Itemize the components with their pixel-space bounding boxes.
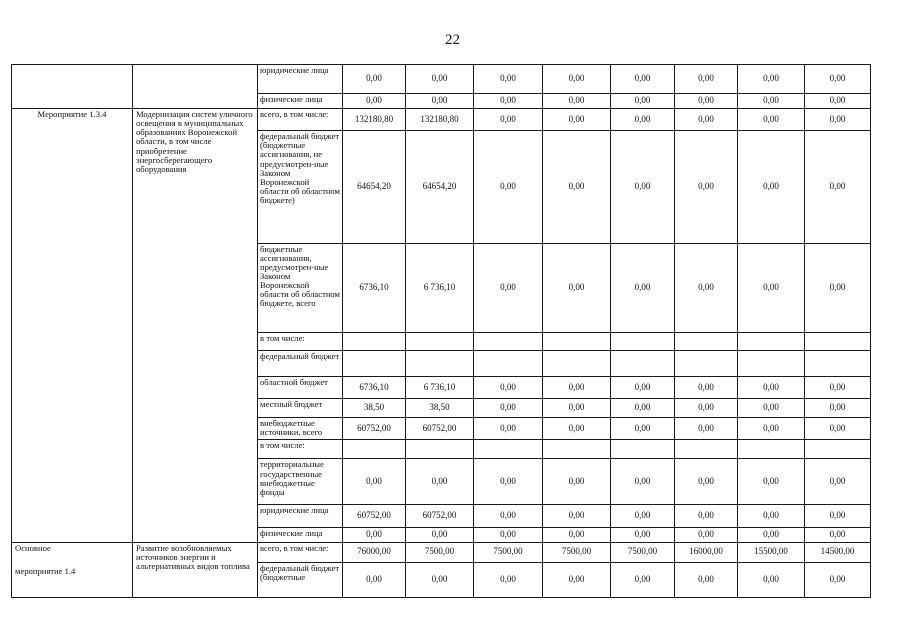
main-measure-code-line1: Основное <box>15 542 51 553</box>
value-cell-year-2: 0,00 <box>474 109 543 131</box>
value-cell-year-3 <box>543 440 611 459</box>
value-cell-year-7: 0,00 <box>805 65 871 94</box>
value-cell-year-2: 0,00 <box>474 459 543 504</box>
funding-source-label: в том числе: <box>258 332 343 350</box>
value-cell-year-1: 0,00 <box>406 94 474 109</box>
value-cell-year-4: 0,00 <box>611 377 675 399</box>
value-cell-year-3: 0,00 <box>543 94 611 109</box>
value-cell-year-1: 60752,00 <box>406 418 474 440</box>
value-cell-year-4: 0,00 <box>611 399 675 418</box>
value-cell-year-4 <box>611 440 675 459</box>
value-cell-total: 132180,80 <box>343 109 406 131</box>
value-cell-year-2: 0,00 <box>474 243 543 332</box>
value-cell-year-4: 0,00 <box>611 94 675 109</box>
value-cell-year-3: 0,00 <box>543 562 611 597</box>
value-cell-year-3: 0,00 <box>543 459 611 504</box>
value-cell-year-7 <box>805 332 871 350</box>
page-number: 22 <box>445 32 460 48</box>
value-cell-year-5: 0,00 <box>675 65 738 94</box>
value-cell-year-2: 0,00 <box>474 377 543 399</box>
value-cell-total: 0,00 <box>343 65 406 94</box>
value-cell-year-6: 0,00 <box>738 131 805 243</box>
value-cell-total: 76000,00 <box>343 542 406 562</box>
value-cell-year-4 <box>611 351 675 377</box>
value-cell-year-2 <box>474 440 543 459</box>
value-cell-total <box>343 440 406 459</box>
value-cell-year-5: 0,00 <box>675 243 738 332</box>
value-cell-year-2: 0,00 <box>474 562 543 597</box>
value-cell-year-6: 0,00 <box>738 94 805 109</box>
table-row-total-row <box>12 542 871 562</box>
value-cell-year-5: 0,00 <box>675 399 738 418</box>
value-cell-year-2: 0,00 <box>474 94 543 109</box>
main-measure-name-cell: Развитие возобновляемых источников энергии и альтернативных видов топлива <box>133 542 258 597</box>
value-cell-total: 6736,10 <box>343 377 406 399</box>
funding-source-label: всего, в том числе: <box>258 109 343 131</box>
value-cell-year-7: 0,00 <box>805 94 871 109</box>
value-cell-year-2: 0,00 <box>474 527 543 542</box>
value-cell-year-3 <box>543 351 611 377</box>
value-cell-year-5: 0,00 <box>675 459 738 504</box>
value-cell-year-2: 0,00 <box>474 418 543 440</box>
funding-source-label: территориальные государственные внебюджетные фонды <box>258 459 343 504</box>
value-cell-year-1: 60752,00 <box>406 504 474 527</box>
value-cell-year-5: 0,00 <box>675 377 738 399</box>
value-cell-year-7: 0,00 <box>805 243 871 332</box>
value-cell-year-3 <box>543 332 611 350</box>
value-cell-year-1: 6 736,10 <box>406 377 474 399</box>
value-cell-year-5: 0,00 <box>675 131 738 243</box>
value-cell-year-1: 64654,20 <box>406 131 474 243</box>
value-cell-year-7 <box>805 440 871 459</box>
funding-source-label: юридические лица <box>258 504 343 527</box>
code-cell-continued <box>12 65 133 109</box>
value-cell-year-6: 0,00 <box>738 65 805 94</box>
value-cell-total <box>343 351 406 377</box>
value-cell-year-7: 0,00 <box>805 418 871 440</box>
value-cell-year-4: 0,00 <box>611 65 675 94</box>
value-cell-year-7: 0,00 <box>805 459 871 504</box>
value-cell-year-1 <box>406 351 474 377</box>
main-measure-code-cell <box>12 542 133 597</box>
value-cell-year-7: 0,00 <box>805 562 871 597</box>
value-cell-year-3: 0,00 <box>543 377 611 399</box>
value-cell-year-4: 0,00 <box>611 243 675 332</box>
value-cell-year-5: 16000,00 <box>675 542 738 562</box>
value-cell-year-5: 0,00 <box>675 504 738 527</box>
value-cell-year-2 <box>474 332 543 350</box>
value-cell-year-1: 38,50 <box>406 399 474 418</box>
value-cell-year-4: 0,00 <box>611 109 675 131</box>
value-cell-year-6: 0,00 <box>738 243 805 332</box>
value-cell-total: 60752,00 <box>343 504 406 527</box>
value-cell-year-3: 0,00 <box>543 65 611 94</box>
value-cell-year-3: 0,00 <box>543 109 611 131</box>
value-cell-year-2: 0,00 <box>474 131 543 243</box>
value-cell-year-5: 0,00 <box>675 562 738 597</box>
value-cell-year-7: 14500,00 <box>805 542 871 562</box>
budget-table <box>11 64 871 598</box>
value-cell-year-3: 0,00 <box>543 527 611 542</box>
measure-code-cell: Мероприятие 1.3.4 <box>12 109 133 543</box>
value-cell-year-3: 0,00 <box>543 399 611 418</box>
value-cell-year-6 <box>738 351 805 377</box>
value-cell-year-6: 0,00 <box>738 399 805 418</box>
value-cell-year-5: 0,00 <box>675 527 738 542</box>
value-cell-year-2: 7500,00 <box>474 542 543 562</box>
value-cell-year-1: 132180,80 <box>406 109 474 131</box>
funding-source-label: юридические лица <box>258 65 343 94</box>
value-cell-year-7: 0,00 <box>805 527 871 542</box>
value-cell-year-2: 0,00 <box>474 65 543 94</box>
value-cell-year-4 <box>611 332 675 350</box>
value-cell-year-5 <box>675 351 738 377</box>
table-row-legal-entities-row <box>12 65 871 94</box>
funding-source-label: физические лица <box>258 94 343 109</box>
value-cell-year-4: 0,00 <box>611 527 675 542</box>
value-cell-year-5 <box>675 332 738 350</box>
value-cell-year-2: 0,00 <box>474 504 543 527</box>
value-cell-total: 6736,10 <box>343 243 406 332</box>
value-cell-year-4: 0,00 <box>611 131 675 243</box>
value-cell-year-7 <box>805 351 871 377</box>
value-cell-year-3: 0,00 <box>543 243 611 332</box>
value-cell-year-3: 7500,00 <box>543 542 611 562</box>
funding-source-label: внебюджетные источники, всего <box>258 418 343 440</box>
value-cell-year-7: 0,00 <box>805 399 871 418</box>
value-cell-year-2 <box>474 351 543 377</box>
funding-source-label: федеральный бюджет (бюджетные <box>258 562 343 597</box>
value-cell-year-4: 0,00 <box>611 562 675 597</box>
value-cell-year-6: 0,00 <box>738 527 805 542</box>
value-cell-year-5: 0,00 <box>675 94 738 109</box>
funding-source-label: всего, в том числе: <box>258 542 343 562</box>
value-cell-year-5: 0,00 <box>675 418 738 440</box>
value-cell-total: 60752,00 <box>343 418 406 440</box>
value-cell-year-6: 0,00 <box>738 562 805 597</box>
value-cell-year-1: 7500,00 <box>406 542 474 562</box>
value-cell-year-1: 0,00 <box>406 459 474 504</box>
funding-source-label: федеральный бюджет (бюджетные ассигнования, не предусмотрен-ные Законом Воронежской области об областном бюджете) <box>258 131 343 243</box>
funding-source-label: физические лица <box>258 527 343 542</box>
value-cell-year-1 <box>406 332 474 350</box>
value-cell-year-3: 0,00 <box>543 418 611 440</box>
funding-source-label: местный бюджет <box>258 399 343 418</box>
value-cell-total: 0,00 <box>343 94 406 109</box>
name-cell-continued <box>133 65 258 109</box>
value-cell-year-6: 0,00 <box>738 504 805 527</box>
value-cell-year-1: 0,00 <box>406 562 474 597</box>
value-cell-year-3: 0,00 <box>543 504 611 527</box>
value-cell-total: 0,00 <box>343 562 406 597</box>
value-cell-year-6: 15500,00 <box>738 542 805 562</box>
value-cell-year-4: 0,00 <box>611 504 675 527</box>
funding-source-label: в том числе: <box>258 440 343 459</box>
value-cell-year-6: 0,00 <box>738 418 805 440</box>
value-cell-year-6 <box>738 332 805 350</box>
value-cell-total <box>343 332 406 350</box>
value-cell-year-6: 0,00 <box>738 377 805 399</box>
value-cell-year-5 <box>675 440 738 459</box>
value-cell-year-6: 0,00 <box>738 109 805 131</box>
value-cell-total: 38,50 <box>343 399 406 418</box>
funding-source-label: федеральный бюджет <box>258 351 343 377</box>
table-row-total-row <box>12 109 871 131</box>
value-cell-year-1 <box>406 440 474 459</box>
value-cell-year-7: 0,00 <box>805 109 871 131</box>
value-cell-total: 0,00 <box>343 527 406 542</box>
value-cell-year-6 <box>738 440 805 459</box>
value-cell-total: 64654,20 <box>343 131 406 243</box>
value-cell-year-2: 0,00 <box>474 399 543 418</box>
value-cell-year-1: 0,00 <box>406 527 474 542</box>
value-cell-year-7: 0,00 <box>805 377 871 399</box>
value-cell-year-1: 6 736,10 <box>406 243 474 332</box>
funding-source-label: областной бюджет <box>258 377 343 399</box>
value-cell-year-7: 0,00 <box>805 131 871 243</box>
main-measure-code-line2: мероприятие 1.4 <box>15 565 76 576</box>
funding-source-label: бюджетные ассигнования, предусмотрен-ные Законом Воронежской области об областном бюджете, всего <box>258 243 343 332</box>
value-cell-year-4: 7500,00 <box>611 542 675 562</box>
value-cell-year-6: 0,00 <box>738 459 805 504</box>
value-cell-total: 0,00 <box>343 459 406 504</box>
value-cell-year-4: 0,00 <box>611 459 675 504</box>
value-cell-year-3: 0,00 <box>543 131 611 243</box>
value-cell-year-7: 0,00 <box>805 504 871 527</box>
value-cell-year-4: 0,00 <box>611 418 675 440</box>
value-cell-year-5: 0,00 <box>675 109 738 131</box>
value-cell-year-1: 0,00 <box>406 65 474 94</box>
measure-name-cell: Модернизация систем уличного освещения в муниципальных образованиях Воронежской области, в том числе приобретение энергосберегающего оборудования <box>133 109 258 543</box>
